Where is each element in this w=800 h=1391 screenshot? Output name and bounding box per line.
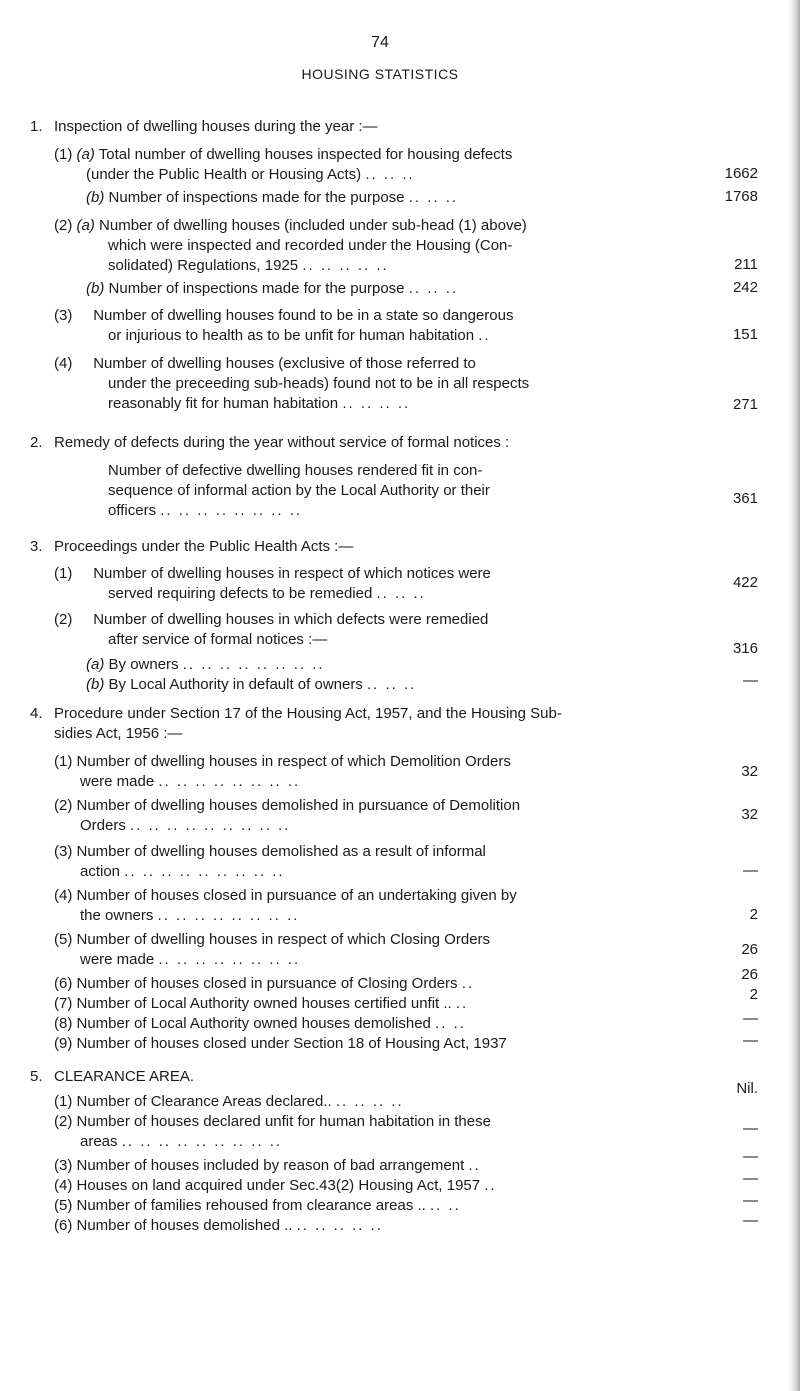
value-4-3: — — [743, 862, 758, 879]
item-5-1: (1) Number of Clearance Areas declared.. .. .. .. .. — [54, 1093, 404, 1110]
value-5-3: — — [743, 1148, 758, 1165]
section-4-heading: 4. Procedure under Section 17 of the Housing Act, 1957, and the Housing Sub- sidies Act, 1956 :— — [30, 705, 562, 742]
value-5-1: Nil. — [736, 1080, 758, 1097]
section-2-heading: 2. Remedy of defects during the year without service of formal notices : — [30, 434, 510, 451]
value-4-2: 32 — [741, 806, 758, 823]
value-1-4: 271 — [732, 396, 758, 413]
value-3-2b: — — [743, 672, 758, 689]
value-5-4: — — [743, 1170, 758, 1187]
item-4-5: (5) Number of dwelling houses in respect of which Closing Orders were made .. .. .. .. .. .. .. .. — [54, 931, 491, 968]
value-4-5: 26 — [741, 941, 758, 958]
item-4-3: (3) Number of dwelling houses demolished as a result of informal action .. .. .. .. .. .. .. .. .. — [54, 843, 486, 880]
item-3-2: (2) Number of dwelling houses in which defects were remedied after service of formal notices :— — [54, 611, 489, 648]
item-3-1: (1) Number of dwelling houses in respect of which notices were served requiring defects to be remedied .. .. .. — [54, 565, 491, 602]
value-4-8: — — [743, 1010, 758, 1027]
item-1-3: (3) Number of dwelling houses found to be in a state so dangerous or injurious to health as to be unfit for human habitation .. — [54, 307, 514, 344]
value-1-3: 151 — [732, 326, 758, 343]
item-4-9: (9) Number of houses closed under Section 18 of Housing Act, 1937 — [54, 1035, 507, 1052]
item-4-7: (7) Number of Local Authority owned houses certified unfit .. .. — [54, 995, 469, 1012]
section-3-heading: 3. Proceedings under the Public Health Acts :— — [30, 538, 354, 555]
page-number: 74 — [371, 34, 389, 51]
item-2: Number of defective dwelling houses rendered fit in con- sequence of informal action by the Local Authority or their officers .. .. .. .. .. .. .. .. — [108, 462, 490, 519]
section-5-heading: 5. CLEARANCE AREA. — [30, 1068, 195, 1085]
value-5-6: — — [743, 1212, 758, 1229]
page-title: HOUSING STATISTICS — [301, 66, 459, 82]
value-4-6: 26 — [741, 966, 758, 983]
item-5-6: (6) Number of houses demolished .. .. .. .. .. .. — [54, 1217, 383, 1234]
item-3-2a: (a) By owners .. .. .. .. .. .. .. .. — [86, 656, 325, 673]
item-1-2a: (2) (a) Number of dwelling houses (included under sub-head (1) above) which were inspected and recorded under the Housing (Con- solidated) Regulations, 1925 .. .. .. .. .. — [54, 217, 527, 274]
item-4-2: (2) Number of dwelling houses demolished in pursuance of Demolition Orders .. .. .. .. .. .. .. .. .. — [54, 797, 521, 834]
page-edge-shadow — [788, 0, 800, 1391]
value-1-2a: 211 — [734, 256, 758, 273]
item-5-3: (3) Number of houses included by reason of bad arrangement .. — [54, 1157, 481, 1174]
item-4-8: (8) Number of Local Authority owned houses demolished .. .. — [54, 1015, 466, 1032]
item-4-4: (4) Number of houses closed in pursuance of an undertaking given by the owners .. .. .. .. .. .. .. .. — [54, 887, 517, 924]
value-5-2: — — [743, 1120, 758, 1137]
value-2: 361 — [732, 490, 758, 507]
value-4-9: — — [743, 1032, 758, 1049]
value-4-4: 2 — [749, 906, 758, 923]
value-3-2a: 316 — [732, 640, 758, 657]
item-4-6: (6) Number of houses closed in pursuance of Closing Orders .. — [54, 975, 475, 992]
value-5-5: — — [743, 1192, 758, 1209]
item-1-2b: (b) Number of inspections made for the purpose .. .. .. — [86, 280, 459, 297]
section-1-heading: 1. Inspection of dwelling houses during the year :— — [30, 118, 378, 135]
item-1-1a: (1) (a) Total number of dwelling houses inspected for housing defects (under the Public Health or Housing Acts) .. .. .. — [54, 146, 513, 183]
item-5-4: (4) Houses on land acquired under Sec.43(2) Housing Act, 1957 .. — [54, 1177, 497, 1194]
item-5-5: (5) Number of families rehoused from clearance areas .. .. .. — [54, 1197, 461, 1214]
item-3-2b: (b) By Local Authority in default of owners .. .. .. — [86, 676, 417, 693]
item-1-1b: (b) Number of inspections made for the purpose .. .. .. — [86, 189, 459, 206]
item-1-4: (4) Number of dwelling houses (exclusive of those referred to under the preceeding sub-heads) found not to be in all respects reasonably fit for human habitation .. .. .. .. — [54, 355, 530, 412]
value-4-1: 32 — [741, 763, 758, 780]
item-4-1: (1) Number of dwelling houses in respect of which Demolition Orders were made .. .. .. .. .. .. .. .. — [54, 753, 511, 790]
value-1-1b: 1768 — [724, 188, 758, 205]
value-4-7: 2 — [749, 986, 758, 1003]
value-3-1: 422 — [732, 574, 758, 591]
item-5-2: (2) Number of houses declared unfit for human habitation in these areas .. .. .. .. .. .. .. .. .. — [54, 1113, 491, 1150]
value-1-2b: 242 — [732, 279, 758, 296]
value-1-1a: 1662 — [724, 165, 758, 182]
